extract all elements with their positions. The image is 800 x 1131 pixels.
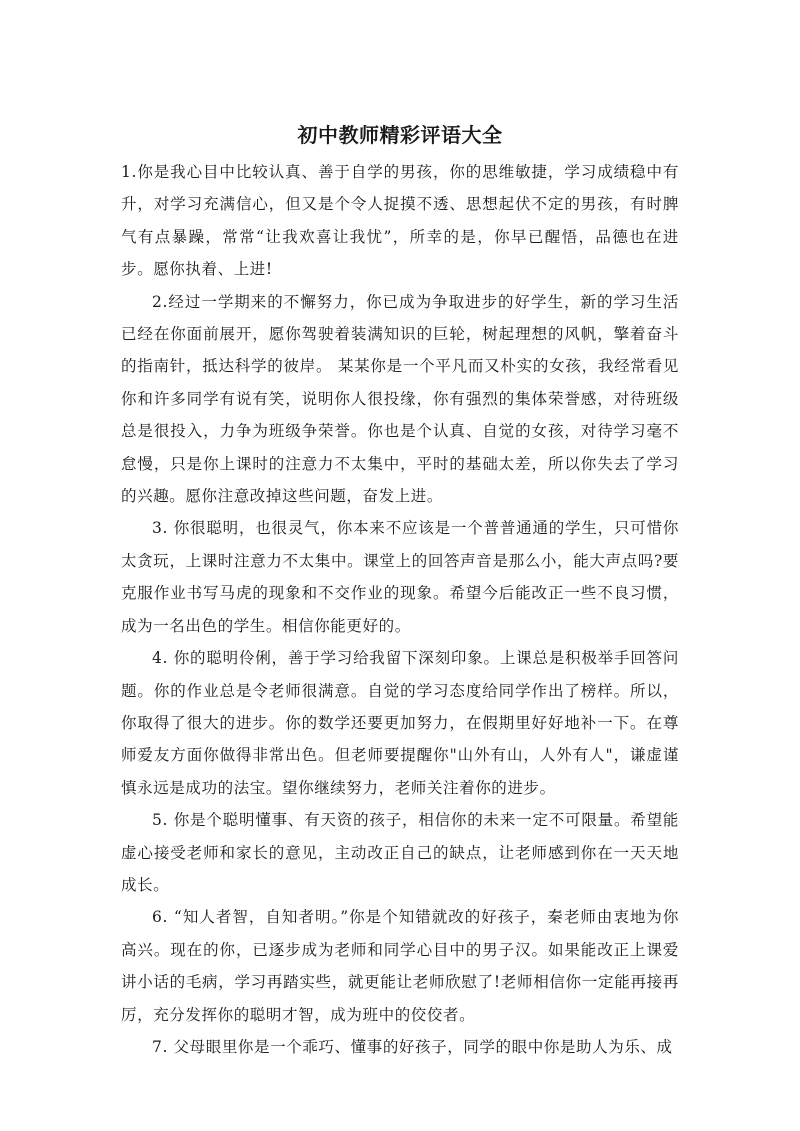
document-page [121,118,679,1063]
paragraph-1: 1.你是我心目中比较认真、善于自学的男孩，你的思维敏捷，学习成绩稳中有升，对学习充满信心，但又是个令人捉摸不透、思想起伏不定的男孩，有时脾气有点暴躁，常常“让我欢喜让我忧”，所幸的是，你早已醒悟，品德也在进步。愿你执着、上进! [121,163,679,279]
paragraph-6: 6. “知人者智，自知者明。”你是个知错就改的好孩子，秦老师由衷地为你高兴。现在的你，已逐步成为老师和同学心目中的男子汉。如果能改正上课爱讲小话的毛病，学习再踏实些，就更能让老师欣慰了!老师相信你一定能再接再厉，充分发挥你的聪明才智，成为班中的佼佼者。 [121,908,679,1024]
paragraph-3: 3. 你很聪明，也很灵气，你本来不应该是一个普普通通的学生，只可惜你太贪玩，上课时注意力不太集中。课堂上的回答声音是那么小，能大声点吗?要克服作业书写马虎的现象和不交作业的现象。希望今后能改正一些不良习惯，成为一名出色的学生。相信你能更好的。 [121,519,679,635]
document-title: 初中教师精彩评语大全 [297,123,503,147]
paragraph-4: 4. 你的聪明伶俐，善于学习给我留下深刻印象。上课总是积极举手回答问题。你的作业总是令老师很满意。自觉的学习态度给同学作出了榜样。所以，你取得了很大的进步。你的数学还要更加努力，在假期里好好地补一下。在尊师爱友方面你做得非常出色。但老师要提醒你"山外有山，人外有人"，谦虚谨慎永远是成功的法宝。望你继续努力，老师关注着你的进步。 [121,649,679,797]
paragraph-7: 7. 父母眼里你是一个乖巧、懂事的好孩子，同学的眼中你是助人为乐、成 [152,1037,673,1056]
paragraph-2: 2.经过一学期来的不懈努力，你已成为争取进步的好学生，新的学习生活已经在你面前展开，愿你驾驶着装满知识的巨轮，树起理想的风帆，擎着奋斗的指南针，抵达科学的彼岸。 某某你是一个平凡而又朴实的女孩，我经常看见你和许多同学有说有笑，说明你人很投缘，你有强烈的集体荣誉感，对待班级总是很投入，力争为班级争荣誉。你也是个认真、自觉的女孩，对待学习毫不怠慢，只是你上课时的注意力不太集中，平时的基础太差，所以你失去了学习的兴趣。愿你注意改掉这些问题，奋发上进。 [121,292,679,506]
paragraph-5: 5. 你是个聪明懂事、有天资的孩子，相信你的未来一定不可限量。希望能虚心接受老师和家长的意见，主动改正自己的缺点，让老师感到你在一天天地成长。 [121,811,679,894]
